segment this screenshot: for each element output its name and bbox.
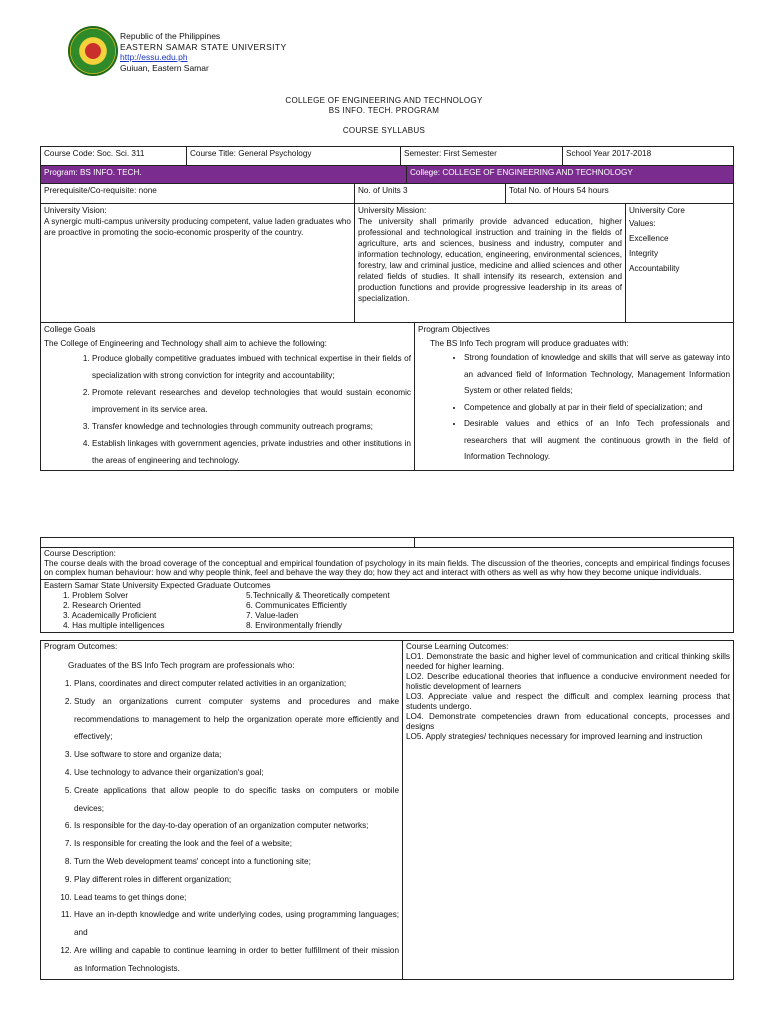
- list-item: 3. Transfer knowledge and technologies through community outreach programs;: [92, 418, 411, 435]
- list-item: 7. Is responsible for creating the look and the feel of a website;: [74, 835, 399, 853]
- school-year: School Year 2017-2018: [563, 147, 734, 166]
- learning-outcome: LO5. Apply strategies/ techniques necessary for improved learning and instruction: [406, 732, 703, 741]
- program-name: Program: BS INFO. TECH.: [41, 166, 407, 184]
- program-objectives-intro: The BS Info Tech program will produce graduates with:: [430, 339, 629, 348]
- vision-mission-table: [40, 203, 734, 323]
- units: No. of Units 3: [355, 184, 506, 204]
- mission-label: University Mission:: [358, 206, 427, 215]
- program-objectives-cell: [415, 323, 734, 471]
- college-goals-intro: The College of Engineering and Technology shall aim to achieve the following:: [44, 339, 327, 348]
- list-item: 2. Promote relevant researches and develop technologies that would sustain economic improvement in its service area.: [92, 384, 411, 418]
- learning-outcome: LO3. Appreciate value and respect the difficult and complex learning process that students undergo.: [406, 692, 730, 711]
- list-item: • Competence and globally at par in their field of specialization; and: [464, 400, 730, 417]
- graduate-outcome: 3. Academically Proficient: [63, 610, 157, 620]
- total-hours: Total No. of Hours 54 hours: [506, 184, 734, 204]
- blank-cell: [415, 538, 734, 548]
- blank-cell: [41, 538, 415, 548]
- university-name: EASTERN SAMAR STATE UNIVERSITY: [120, 41, 287, 52]
- list-item: 3. Use software to store and organize data;: [74, 746, 399, 764]
- graduate-outcome: 6. Communicates Efficiently: [246, 600, 347, 610]
- course-code: Course Code: Soc. Sci. 311: [41, 147, 187, 166]
- college-goals-cell: [41, 323, 415, 471]
- college-goals-list: [44, 350, 411, 469]
- vision-label: University Vision:: [44, 206, 107, 215]
- learning-outcome: LO4. Demonstrate competencies drawn from educational concepts, processes and designs: [406, 712, 730, 731]
- course-title: Course Title: General Psychology: [187, 147, 401, 166]
- list-item: 1. Plans, coordinates and direct computer related activities in an organization;: [74, 675, 399, 693]
- vision-text: A synergic multi-campus university producing competent, value laden graduates who are proactive in promoting the socio-economic prosperity of the country.: [44, 217, 351, 237]
- learning-outcomes-cell: [403, 641, 734, 980]
- list-item: 12. Are willing and capable to continue learning in order to better fulfillment of their mission as Information Technologists.: [74, 942, 399, 978]
- college-title: COLLEGE OF ENGINEERING AND TECHNOLOGY: [285, 96, 483, 105]
- list-item: 2. Study an organizations current computer systems and procedures and make recommendations to management to help the organization operate more efficiently and effectively;: [74, 693, 399, 746]
- list-item: 1. Produce globally competitive graduates imbued with technical expertise in their fields of specialization with strong conviction for integrity and accountability;: [92, 350, 411, 384]
- program-outcomes-list: [44, 675, 399, 978]
- list-item: 5. Create applications that allow people to do specific tasks on computers or mobile devices;: [74, 782, 399, 818]
- mission-cell: [355, 204, 626, 323]
- graduate-outcome: 5.Technically & Theoretically competent: [246, 590, 390, 600]
- list-item: 4. Establish linkages with government agencies, private industries and other institutions in the areas of engineering and technology.: [92, 435, 411, 469]
- location-text: Guiuan, Eastern Samar: [120, 62, 209, 73]
- learning-outcomes-label: Course Learning Outcomes:: [406, 642, 509, 651]
- list-item: 11. Have an in-depth knowledge and write underlying codes, using programming languages; and: [74, 906, 399, 942]
- program-title: BS INFO. TECH. PROGRAM: [328, 106, 440, 115]
- core-values-sublabel: Values:: [629, 219, 656, 228]
- program-outcomes-cell: [41, 641, 403, 980]
- graduate-outcome: 4. Has multiple intelligences: [63, 620, 165, 630]
- course-info-table: [40, 146, 734, 166]
- graduate-outcome: 1. Problem Solver: [63, 590, 129, 600]
- goals-objectives-table: [40, 322, 734, 471]
- list-item: • Desirable values and ethics of an Info Tech professionals and researchers that will augment the continuous growth in the field of Information Technology.: [464, 416, 730, 466]
- website-link[interactable]: http://essu.edu.ph: [120, 52, 188, 62]
- document-title: COURSE SYLLABUS: [342, 126, 426, 135]
- mission-text: The university shall primarily provide advanced education, higher professional and technological instruction and training in the fields of agriculture, arts and sciences, business and industry, computer and information technology, education, engineering, environmental sciences, forestry, law and criminal justice, medicine and allied sciences and other related fields of studies. It shall intensify its research, extension and production functions and provide progressive leadership in its areas of specialization.: [358, 217, 622, 303]
- list-item: 8. Turn the Web development teams' concept into a functioning site;: [74, 853, 399, 871]
- program-outcomes-label: Program Outcomes:: [44, 642, 118, 651]
- list-item: • Strong foundation of knowledge and skills that will serve as gateway into an advanced field of Information Technology, Management Information System or other related fields;: [464, 350, 730, 400]
- country-text: Republic of the Philippines: [120, 31, 221, 41]
- college-goals-label: College Goals: [44, 325, 96, 334]
- core-values-cell: [626, 204, 734, 323]
- course-description-text: The course deals with the broad coverage of the conceptual and empirical foundation of psychology in its main fields. The discussion of the theories, concepts and empirical findings focuses on complex human behaviour: how and why people think, feel and behave the way they do; how they act and interact with others as well as why how they become unique individuals.: [44, 558, 730, 578]
- core-value-item: Integrity: [629, 249, 659, 258]
- units-table: [40, 183, 734, 204]
- college-name: College: COLLEGE OF ENGINEERING AND TECHNOLOGY: [407, 166, 734, 184]
- course-description-cell: [41, 548, 734, 580]
- graduate-outcome: 7. Value-laden: [246, 610, 299, 620]
- letterhead: [120, 31, 287, 73]
- program-row-table: [40, 165, 734, 184]
- graduate-outcome: 2. Research Oriented: [63, 600, 141, 610]
- university-seal-logo: [68, 26, 118, 76]
- program-outcomes-intro: Graduates of the BS Info Tech program are professionals who:: [68, 661, 295, 670]
- learning-outcome: LO1. Demonstrate the basic and higher level of communication and critical thinking skills needed for higher learning.: [406, 652, 730, 671]
- graduate-outcome: 8. Environmentally friendly: [246, 620, 343, 630]
- list-item: 4. Use technology to advance their organization's goal;: [74, 764, 399, 782]
- course-description-label: Course Description:: [44, 549, 116, 558]
- vision-cell: [41, 204, 355, 323]
- course-description-table: [40, 547, 734, 633]
- graduate-outcomes-cell: [41, 579, 734, 632]
- core-value-item: Accountability: [629, 264, 680, 273]
- semester: Semester: First Semester: [401, 147, 563, 166]
- program-objectives-list: [418, 350, 730, 466]
- prerequisite: Prerequisite/Co-requisite: none: [41, 184, 355, 204]
- list-item: 9. Play different roles in different organization;: [74, 871, 399, 889]
- graduate-outcomes-label: Eastern Samar State University Expected Graduate Outcomes: [44, 580, 271, 590]
- core-values-label: University Core: [629, 206, 685, 215]
- core-value-item: Excellence: [629, 234, 669, 243]
- list-item: 10. Lead teams to get things done;: [74, 889, 399, 907]
- outcomes-table: [40, 640, 734, 980]
- learning-outcome: LO2. Describe educational theories that influence a conducive environment needed for holistic development of learners: [406, 672, 730, 691]
- program-objectives-label: Program Objectives: [418, 325, 490, 334]
- list-item: 6. Is responsible for the day-to-day operation of an organization computer networks;: [74, 817, 399, 835]
